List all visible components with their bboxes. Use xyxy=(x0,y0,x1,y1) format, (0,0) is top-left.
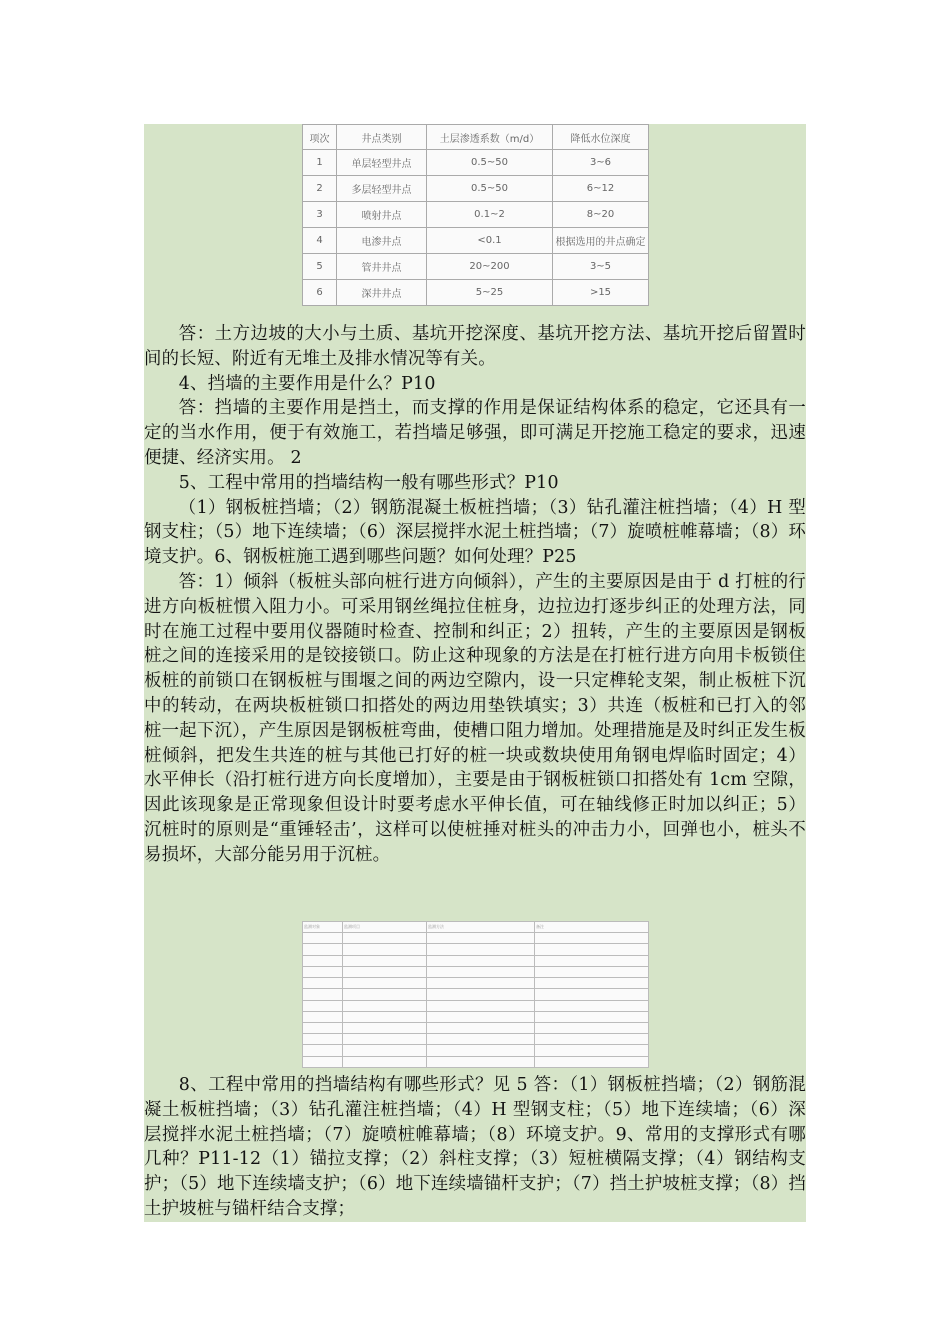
table-cell: 8~20 xyxy=(553,202,649,228)
table-cell: 多层轻型井点 xyxy=(337,176,427,202)
table-row xyxy=(303,1056,649,1067)
well-point-table xyxy=(302,124,649,306)
paragraph: 答：土方边坡的大小与土质、基坑开挖深度、基坑开挖方法、基坑开挖后留置时间的长短、附近有无堆土及排水情况等有关。 xyxy=(144,324,806,369)
table-row xyxy=(303,989,649,1000)
table-row xyxy=(303,176,649,202)
table-header-cell: 备注 xyxy=(535,922,649,933)
table-row xyxy=(303,254,649,280)
table-cell: 管井井点 xyxy=(337,254,427,280)
table-row xyxy=(303,966,649,977)
table-row xyxy=(303,944,649,955)
paragraph: 4、挡墙的主要作用是什么？P10 xyxy=(178,373,436,394)
table-row xyxy=(303,978,649,989)
body-text-bottom xyxy=(144,1073,806,1222)
table-header-row xyxy=(303,922,649,933)
table-cell: 6 xyxy=(303,280,337,306)
table-cell: 4 xyxy=(303,228,337,254)
table-row xyxy=(303,228,649,254)
table-header-cell: 项次 xyxy=(303,125,337,150)
table-cell: 0.1~2 xyxy=(427,202,553,228)
table-cell: 5 xyxy=(303,254,337,280)
table-row xyxy=(303,1045,649,1056)
table-cell: 1 xyxy=(303,150,337,176)
table-header-row xyxy=(303,125,649,150)
table-row xyxy=(303,1011,649,1022)
table-row xyxy=(303,955,649,966)
table-row xyxy=(303,933,649,944)
table-cell: 单层轻型井点 xyxy=(337,150,427,176)
paragraph: 5、工程中常用的挡墙结构一般有哪些形式？P10 xyxy=(178,472,559,493)
table-cell: 深井井点 xyxy=(337,280,427,306)
table-cell: 喷射井点 xyxy=(337,202,427,228)
table-cell: >15 xyxy=(553,280,649,306)
table-cell: 0.5~50 xyxy=(427,176,553,202)
table-cell: 5~25 xyxy=(427,280,553,306)
table-cell: 2 xyxy=(303,176,337,202)
table-row xyxy=(303,150,649,176)
paragraph: 8、工程中常用的挡墙结构有哪些形式？见 5 答：（1）钢板桩挡墙；（2）钢筋混凝土板桩挡墙；（3）钻孔灌注桩挡墙；（4）H 型钢支柱；（5）地下连续墙；（6）深层搅拌水泥土桩挡墙；（7）旋喷桩帷幕墙；（8）环境支护。9、常用的支撑形式有哪几种？P11-12（1）锚拉支撑；（2）斜柱支撑；（3）短桩横隔支撑；（4）钢结构支护；（5）地下连续墙支护；（6）地下连续墙锚杆支护；（7）挡土护坡桩支撑；（8）挡土护坡桩与锚杆结合支撑； xyxy=(144,1075,806,1219)
table-header-cell: 监测对象 xyxy=(303,922,343,933)
table-header-cell: 监测方法 xyxy=(427,922,535,933)
table-cell: 0.5~50 xyxy=(427,150,553,176)
monitoring-table xyxy=(302,921,649,1068)
table-header-cell: 土层渗透系数（m/d） xyxy=(427,125,553,150)
table-cell: <0.1 xyxy=(427,228,553,254)
paragraph: （1）钢板桩挡墙；（2）钢筋混凝土板桩挡墙；（3）钻孔灌注桩挡墙；（4）H 型钢支柱；（5）地下连续墙；（6）深层搅拌水泥土桩挡墙；（7）旋喷桩帷幕墙；（8）环境支护。6、钢板桩施工遇到哪些问题？如何处理？P25 xyxy=(144,497,806,568)
table-header-cell: 降低水位深度 xyxy=(553,125,649,150)
paragraph: 答：1）倾斜（板桩头部向桩行进方向倾斜），产生的主要原因是由于 d 打桩的行进方向板桩惯入阻力小。可采用钢丝绳拉住桩身，边拉边打逐步纠正的处理方法，同时在施工过程中要用仪器随时检查、控制和纠正；2）扭转，产生的主要原因是钢板桩之间的连接采用的是铰接锁口。防止这种现象的方法是在打桩行进方向用卡板锁住板桩的前锁口在钢板桩与围堰之间的两边空隙内，设一只定榫轮支架，制止板桩下沉中的转动，在两块板桩锁口扣搭处的两边用垫铁填实；3）共连（板桩和已打入的邻桩一起下沉），产生原因是钢板桩弯曲，使槽口阻力增加。处理措施是及时纠正发生板桩倾斜，把发生共连的桩与其他已打好的桩一块或数块使用角钢电焊临时固定；4）水平伸长（沿打桩行进方向长度增加），主要是由于钢板桩锁口扣搭处有 1cm 空隙，因此该现象是正常现象但设计时要考虑水平伸长值，可在轴线修正时加以纠正；5）沉桩时的原则是“重锤轻击’，这样可以使桩捶对桩头的冲击力小，回弹也小，桩头不易损坏，大部分能另用于沉桩。 xyxy=(144,571,806,865)
table-header-cell: 井点类别 xyxy=(337,125,427,150)
table-row xyxy=(303,1022,649,1033)
table-cell: 20~200 xyxy=(427,254,553,280)
table-cell: 6~12 xyxy=(553,176,649,202)
table-header-cell: 监测项目 xyxy=(343,922,427,933)
body-text-top xyxy=(144,322,806,868)
table-cell: 根据选用的井点确定 xyxy=(553,228,649,254)
table-cell: 3~5 xyxy=(553,254,649,280)
table-cell: 3~6 xyxy=(553,150,649,176)
table-row xyxy=(303,1000,649,1011)
table-cell: 电渗井点 xyxy=(337,228,427,254)
table-row xyxy=(303,202,649,228)
paragraph: 答：挡墙的主要作用是挡土，而支撑的作用是保证结构体系的稳定，它还具有一定的当水作用，便于有效施工，若挡墙足够强，即可满足开挖施工稳定的要求，迅速便捷、经济实用。 2 xyxy=(144,398,806,468)
table-cell: 3 xyxy=(303,202,337,228)
table-row xyxy=(303,280,649,306)
table-row xyxy=(303,1034,649,1045)
